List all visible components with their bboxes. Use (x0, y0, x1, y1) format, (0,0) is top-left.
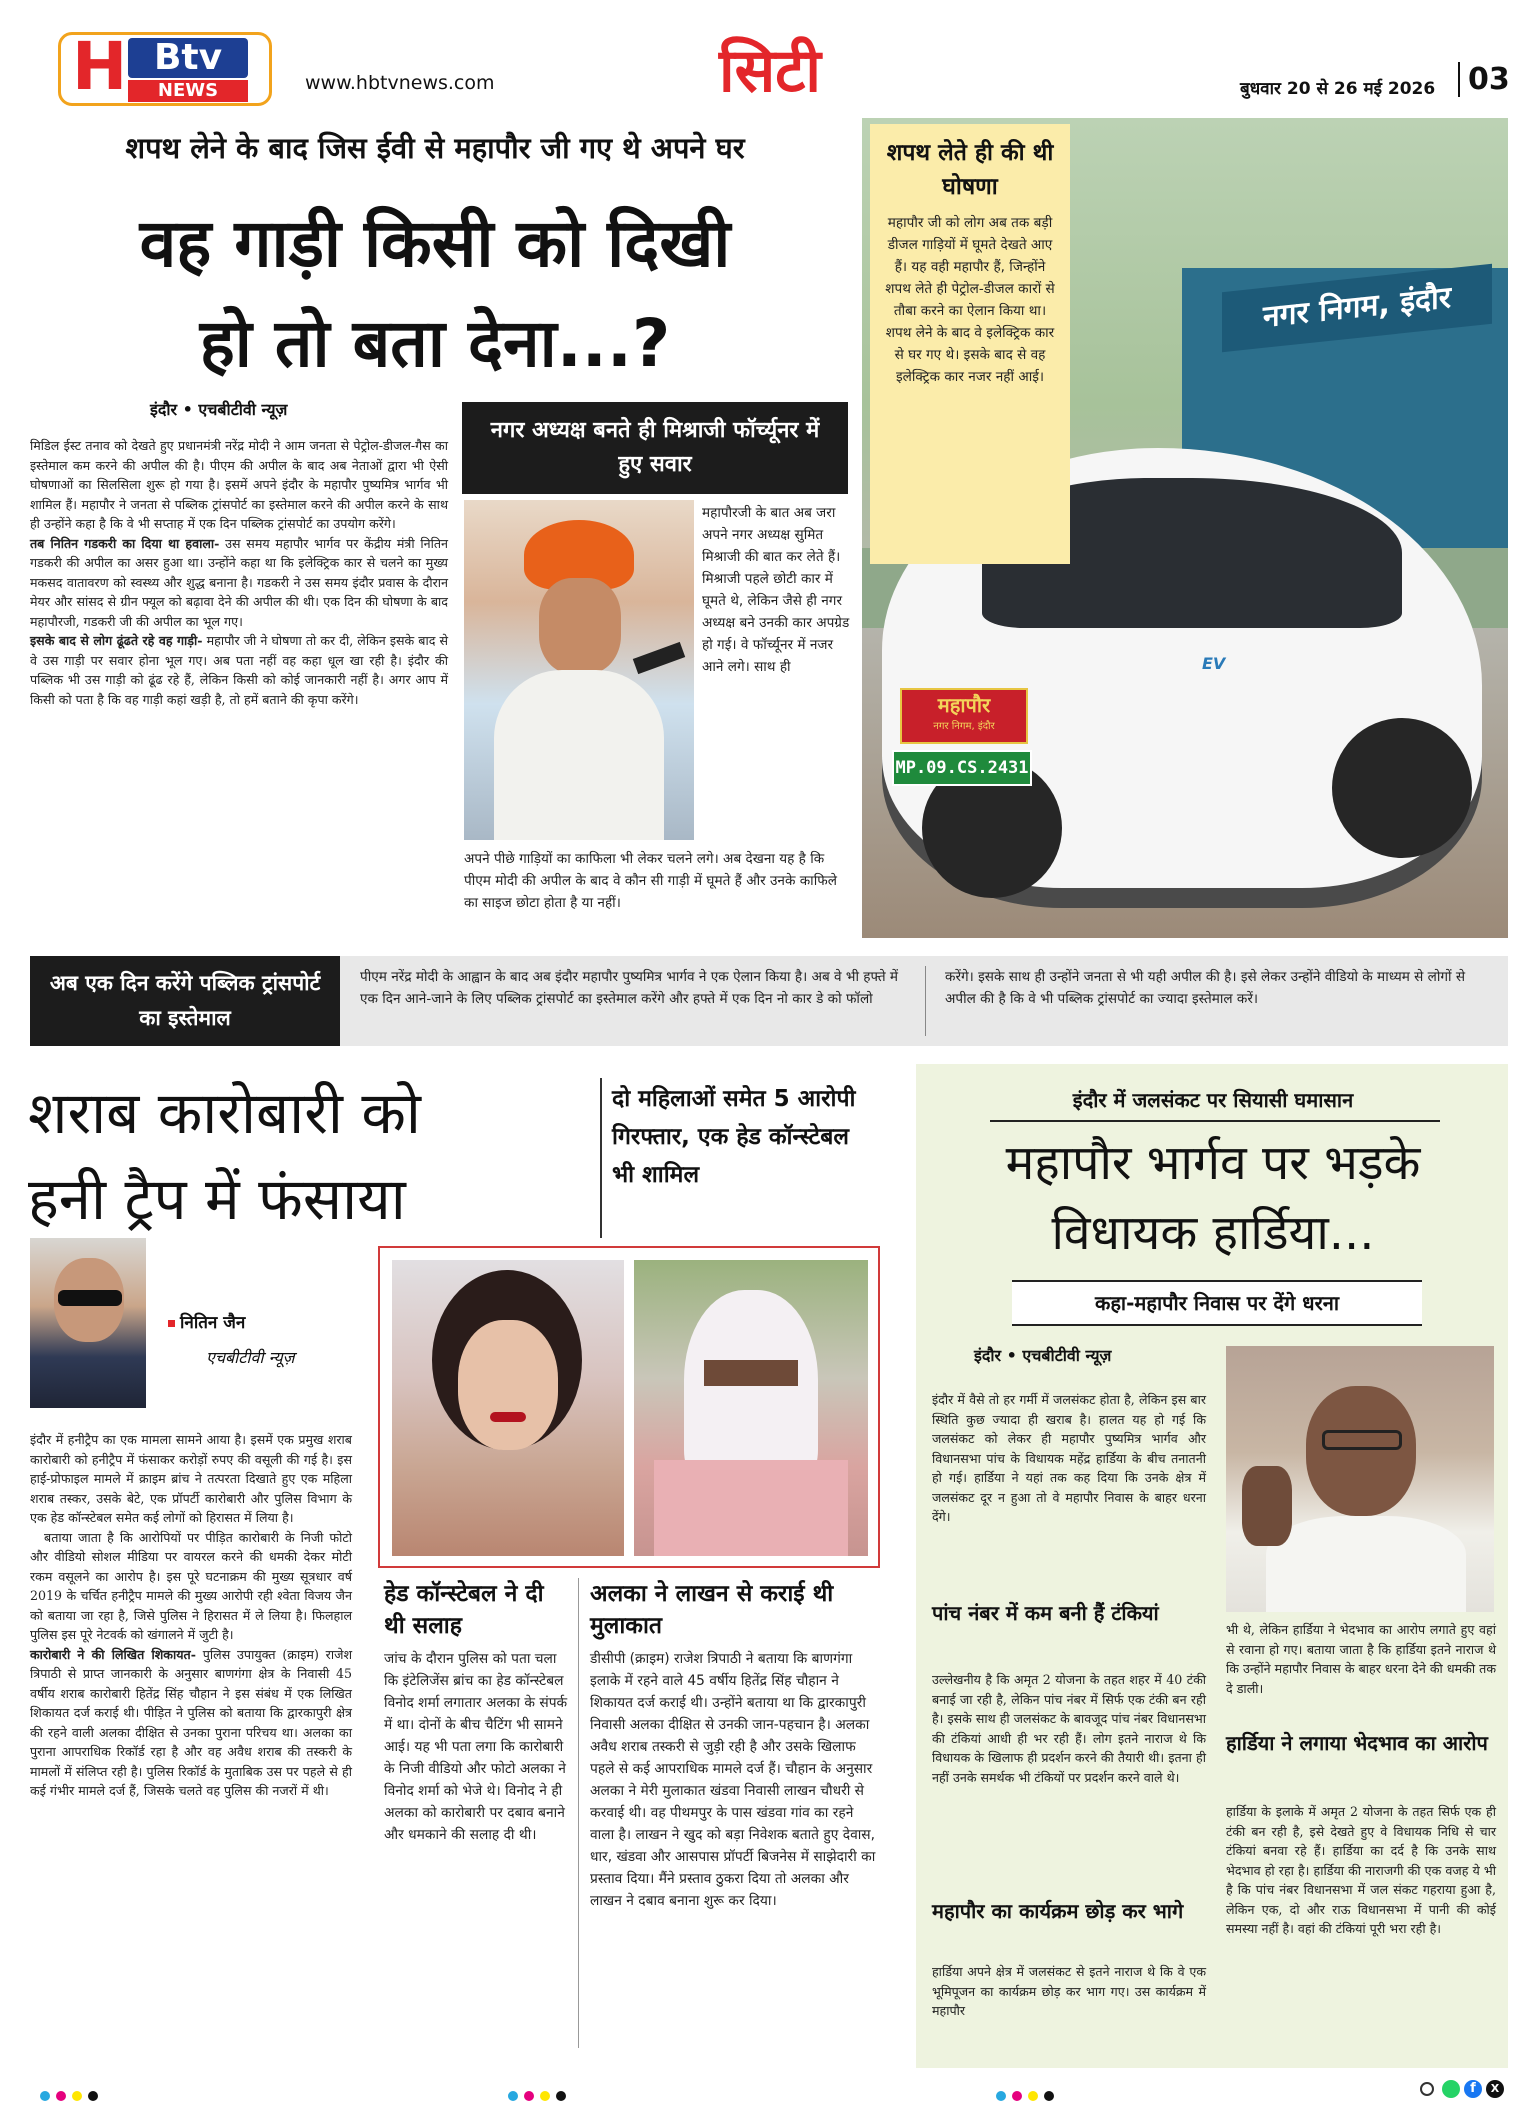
story2-headline-line2: हनी ट्रैप में फंसाया (28, 1165, 406, 1233)
story2-deck: दो महिलाओं समेत 5 आरोपी गिरफ्तार, एक हेड कॉन्स्टेबल भी शामिल (612, 1086, 856, 1188)
strip-divider (925, 966, 926, 1036)
issue-date: बुधवार 20 से 26 मई 2026 (1240, 79, 1436, 99)
story2-headline (28, 1070, 608, 1242)
section-name: सिटी (719, 36, 821, 106)
story3-kicker: इंदौर में जलसंकट पर सियासी घमासान (1072, 1088, 1354, 1112)
story1-byline: इंदौर • एचबीटीवी न्यूज़ (150, 400, 288, 419)
plate-title: महापौर (937, 693, 991, 717)
alka-text: डीसीपी (क्राइम) राजेश त्रिपाठी ने बताया कि बाणगंगा इलाके में रहने वाले 45 वर्षीय हितेंद्र सिंह चौहान ने शिकायत दर्ज कराई थी। उन्होंने बताया था कि द्वारकापुरी निवासी अलका दीक्षित से उनकी जान-पहचान है। अलका अवैध शराब तस्करी से जुड़ी रही है और उसके खिलाफ पहले से कई आपराधिक मामले दर्ज हैं। चौहान के अनुसार अलका ने मेरी मुलाकात खंडवा निवासी लाखन चौधरी से करवाई थी। वह पीथमपुर के पास खंडवा गांव का रहने वाला है। लाखन ने खुद को बड़ा निवेशक बताते हुए देवास, धार, खंडवा और आसपास प्रॉपर्टी बिजनेस में साझेदारी का प्रस्ताव दिया। मैंने प्रस्ताव ठुकरा दिया तो अलका और लाखन ने दबाव बनाना शुरू कर दिया। (590, 1651, 876, 1909)
mishra-title-box (462, 402, 848, 494)
story3-para1: इंदौर में वैसे तो हर गर्मी में जलसंकट होता है, लेकिन इस बार स्थिति कुछ ज्यादा ही खराब है। हालत यह हो गई कि जलसंकट को लेकर ही महापौर पुष्यमित्र भार्गव और विधानसभा पांच के विधायक महेंद्र हार्डिया के बीच तनातनी हो गई। हार्डिया ने यहां तक कह दिया कि उनके क्षेत्र में जलसंकट दूर न हुआ तो वे महापौर निवास के बाहर धरना देंगे। (932, 1392, 1206, 1524)
mla-photo (1226, 1346, 1494, 1612)
strip-title: अब एक दिन करेंगे पब्लिक ट्रांसपोर्ट का इस्तेमाल (49, 971, 321, 1030)
story1-sub1-label: तब नितिन गडकरी का दिया था हवाला- (30, 535, 220, 551)
story2-para1: इंदौर में हनीट्रैप का एक मामला सामने आया है। इसमें एक प्रमुख शराब कारोबारी को हनीट्रैप में फंसाकर करोड़ों रुपए की वसूली की गई है। इस हाई-प्रोफाइल मामले में क्राइम ब्रांच ने तत्परता दिखाते हुए एक महिला शराब तस्कर, उसके बेटे, एक प्रॉपर्टी कारोबारी और पुलिस विभाग के एक हेड कॉन्स्टेबल समेत कई लोगों को हिरासत में लिया है। (30, 1432, 352, 1525)
story3-sub3-title: हार्डिया ने लगाया भेदभाव का आरोप (1226, 1731, 1488, 1755)
whatsapp-icon[interactable] (1442, 2080, 1460, 2098)
car-badge: EV (1202, 654, 1226, 673)
story3-deck-box (1012, 1280, 1422, 1326)
story3-headline (930, 1128, 1496, 1268)
mishra-title: नगर अध्यक्ष बनते ही मिश्राजी फॉर्च्यूनर में हुए सवार (490, 418, 820, 477)
story1-para1: मिडिल ईस्ट तनाव को देखते हुए प्रधानमंत्री नरेंद्र मोदी ने आम जनता से पेट्रोल-डीजल-गैस का इस्तेमाल कम करने की अपील की है। पीएम की अपील के बाद अब नेताओं द्वारा भी ऐसी घोषणाओं का सिलसिला शुरू हो गया है। इसमें अपने इंदौर के महापौर पुष्यमित्र भार्गव भी शामिल हैं। महापौर ने जनता से पब्लिक ट्रांसपोर्ट का इस्तेमाल करने की अपील करने के साथ ही उन्होंने कहा है कि वे भी सप्ताह में एक दिन पब्लिक ट्रांसपोर्ट का उपयोग करेंगे। (30, 438, 448, 531)
story2-col-divider (578, 1578, 579, 2048)
footer-social-icons (1420, 2080, 1510, 2102)
story1-headline-line2: हो तो बता देना...? (199, 305, 671, 382)
accused-photo-2 (634, 1260, 868, 1556)
website-url[interactable]: www.hbtvnews.com (305, 72, 495, 94)
story1-headline-line1: वह गाड़ी किसी को दिखी (139, 205, 731, 282)
announcement-box-text: महापौर जी को लोग अब तक बड़ी डीजल गाड़ियों में घूमते देखते आए हैं। यह वही महापौर हैं, जिन्होंने शपथ लेते ही पेट्रोल-डीजल कारों से तौबा करने का ऐलान किया था। शपथ लेने के बाद वे इलेक्ट्रिक कार से घर गए थे। इसके बाद से वह इलेक्ट्रिक कार नजर नहीं आई। (885, 215, 1055, 385)
story3-byline: इंदौर • एचबीटीवी न्यूज़ (974, 1346, 1112, 1365)
story2-deck-rule (600, 1078, 602, 1238)
story1-sub2-text: महापौर जी ने घोषणा तो कर दी, लेकिन इसके बाद से वे उस गाड़ी पर सवार होना भूल गए। अब पता नहीं वह कहा धूल खा रही है। इंदौर की पब्लिक भी उस गाड़ी को ढूंढ रहे हैं, लेकिन किसी को कोई जानकारी नहीं है। अगर आप में किसी को पता है कि वह गाड़ी कहां खड़ी है, तो हमें बताने की कृपा करेंगे। (30, 633, 448, 707)
story3-headline-line1: महापौर भार्गव पर भड़के (1005, 1135, 1421, 1191)
footer-registration-dots-left (40, 2086, 104, 2105)
reporter-photo (30, 1238, 146, 1408)
story3-sub3-text: हार्डिया के इलाके में अमृत 2 योजना के तहत सिर्फ एक ही टंकी बन रही है, इसे देखते हुए वे विधायक निधि से चार टंकियां बनवा रहे हैं। हार्डिया का दर्द है कि उनके साथ भेदभाव हो रहा है। हार्डिया की नाराजगी की एक वजह ये भी है कि पांच नंबर विधानसभा में जल संकट गहराया हुआ है, लेकिन एक, दो और राऊ विधानसभा में पानी की कोई समस्या नहीं है। वहां की टंकियां पूरी भरा रही है। (1226, 1804, 1496, 1936)
story2-sub-text: पुलिस उपायुक्त (क्राइम) राजेश त्रिपाठी से प्राप्त जानकारी के अनुसार बाणगंगा क्षेत्र के निवासी 45 वर्षीय शराब कारोबारी हितेंद्र सिंह चौहान ने इस संबंध में एक लिखित शिकायत दर्ज कराई थी। पीड़ित ने पुलिस को बताया कि द्वारकापुरी क्षेत्र की रहने वाली अलका दीक्षित से उनका पुराना परिचय था। अलका का पुराना आपराधिक रिकॉर्ड रहा है और वह अवैध शराब की तस्करी के मामलों में संलिप्त रही है। पुलिस रिकॉर्ड के मुताबिक उस पर पहले से ही कई गंभीर मामले दर्ज हैं, जिसके चलते वह पुलिस की नजरों में थी। (30, 1646, 353, 1798)
strip-col2: करेंगे। इसके साथ ही उन्होंने जनता से भी यही अपील की है। इसे लेकर उन्होंने वीडियो के माध्यम से लोगों से अपील की है कि वे भी पब्लिक ट्रांसपोर्ट का ज्यादा इस्तेमाल करें। (945, 969, 1466, 1007)
story3-sub1-title: पांच नंबर में कम बनी हैं टंकियां (932, 1601, 1159, 1625)
story3-sub2-text: हार्डिया अपने क्षेत्र में जलसंकट से इतने नाराज थे कि वे एक भूमिपूजन का कार्यक्रम छोड़ कर भाग गए। उस कार्यक्रम में महापौर (932, 1964, 1206, 2018)
story3-deck: कहा-महापौर निवास पर देंगे धरना (1094, 1291, 1340, 1315)
facebook-icon[interactable]: f (1464, 2080, 1482, 2098)
story3-sub1-text: उल्लेखनीय है कि अमृत 2 योजना के तहत शहर में 40 टंकी बनाई जा रही है, लेकिन पांच नंबर में सिर्फ एक टंकी बन रही है। इसके साथ ही जलसंकट के बावजूद पांच नंबर विधानसभा की टंकियां आधी ही भर रही हैं। लोग इतने नाराज थे कि विधायक के खिलाफ ही प्रदर्शन करने की तैयारी थी। इतना ही नहीं उनके समर्थक भी टंकियों पर प्रदर्शन करने वाले थे। (932, 1672, 1206, 1785)
hc-text: जांच के दौरान पुलिस को पता चला कि इंटेलिजेंस ब्रांच का हेड कॉन्स्टेबल विनोद शर्मा लगातार अलका के संपर्क में था। दोनों के बीच चैटिंग भी सामने आई। यह भी पता लगा कि कारोबारी के निजी वीडियो और फोटो अलका ने विनोद शर्मा को भेजे थे। विनोद ने ही अलका को कारोबारी पर दबाव बनाने और धमकाने की सलाह दी थी। (384, 1651, 568, 1843)
footer-registration-dots-center (508, 2086, 572, 2105)
footer-registration-dots-right (996, 2086, 1060, 2105)
logo-news: NEWS (128, 80, 248, 102)
story3-headline-line2: विधायक हार्डिया... (1051, 1205, 1375, 1261)
hc-title: हेड कॉन्स्टेबल ने दी थी सलाह (384, 1581, 544, 1639)
logo-h: H (72, 28, 128, 105)
story3-kicker-rule (990, 1120, 1440, 1122)
x-icon[interactable]: X (1486, 2080, 1504, 2098)
story2-body (30, 1430, 352, 1801)
story1-sub2-label: इसके बाद से लोग ढूंढते रहे वह गाड़ी- (30, 633, 203, 648)
story1-headline (25, 194, 845, 394)
announcement-box-title: शपथ लेते ही की थी घोषणा (886, 140, 1054, 200)
story1-sub1-text: उस समय महापौर भार्गव पर केंद्रीय मंत्री नितिन गडकरी की अपील का असर हुआ था। उन्होंने कहा था कि इलेक्ट्रिक कार से चलने का मुख्य मकसद वातावरण को स्वस्थ्य और शुद्ध बनाना है। गडकरी ने उस समय इंदौर प्रवास के दौरान मेयर और सांसद से ग्रीन फ्यूल को बढ़ावा देने की अपील की थी। एक दिन की घोषणा के बाद महापौरजी, गडकरी जी की अपील का भूल गए। (30, 535, 448, 629)
mishra-photo (464, 500, 694, 840)
building-sign: नगर निगम, इंदौर (1222, 264, 1492, 352)
reporter-org: एचबीटीवी न्यूज़ (206, 1348, 295, 1367)
hbtv-logo[interactable] (58, 28, 278, 110)
masthead (0, 0, 1536, 112)
announcement-box (870, 124, 1070, 564)
logo-btv: Btv (128, 38, 248, 78)
reporter-marker (168, 1320, 175, 1327)
number-plate: MP.09.CS.2431 (892, 750, 1032, 786)
story3-right-text1: भी थे, लेकिन हार्डिया ने भेदभाव का आरोप लगाते हुए वहां से रवाना हो गए। बताया जाता है कि हार्डिया इतने नाराज थे कि उन्होंने महापौर निवास के बाहर धरना देने की धमकी तक दे डाली। (1226, 1622, 1496, 1696)
alka-title: अलका ने लाखन से कराई थी मुलाकात (590, 1581, 834, 1639)
page-number: 03 (1458, 62, 1506, 97)
story3-sub2-title: महापौर का कार्यक्रम छोड़ कर भागे (932, 1899, 1184, 1923)
accused-photo-1 (392, 1260, 624, 1556)
story2-headline-line1: शराब कारोबारी को (28, 1079, 421, 1147)
story1-body (30, 436, 448, 709)
mayor-nameplate (900, 688, 1028, 744)
strip-title-box (30, 956, 340, 1046)
mishra-side-text: महापौरजी के बात अब जरा अपने नगर अध्यक्ष सुमित मिश्राजी की बात कर लेते हैं। मिश्राजी पहले छोटी कार में घूमते थे, लेकिन जैसे ही नगर अध्यक्ष बने उनकी कार अपग्रेड हो गई। वे फॉर्च्यूनर में नजर आने लगे। साथ ही (702, 505, 850, 675)
mishra-bottom-text: अपने पीछे गाड़ियों का काफिला भी लेकर चलने लगे। अब देखना यह है कि पीएम मोदी की अपील के बाद वे कौन सी गाड़ी में घूमते हैं और उनके काफिले का साइज छोटा होता है या नहीं। (464, 851, 837, 911)
story1-kicker: शपथ लेने के बाद जिस ईवी से महापौर जी गए थे अपने घर (125, 131, 745, 165)
story2-para2: बताया जाता है कि आरोपियों पर पीड़ित कारोबारी के निजी फोटो और वीडियो सोशल मीडिया पर वायरल करने की धमकी देकर मोटी रकम वसूलने का आरोप है। इस पूरे घटनाक्रम की मुख्य सूत्रधार वर्ष 2019 के चर्चित हनीट्रैप मामले की मुख्य आरोपी रही श्वेता विजय जैन को बताया जा रहा है, जिसे पुलिस ने हिरासत में ले लिया है। फिलहाल पुलिस इस पूरे नेटवर्क को खंगालने में जुटी है। (30, 1529, 352, 1642)
strip-col1: पीएम नरेंद्र मोदी के आह्वान के बाद अब इंदौर महापौर पुष्यमित्र भार्गव ने एक ऐलान किया है। अब वे भी हफ्ते में एक दिन आने-जाने के लिए पब्लिक ट्रांसपोर्ट का इस्तेमाल करेंगे और हफ्ते में एक दिन नो कार डे को फॉलो (360, 969, 899, 1007)
plate-sub: नगर निगम, इंदौर (933, 721, 995, 732)
story2-sub-label: कारोबारी ने की लिखित शिकायत- (30, 1646, 196, 1662)
search-icon[interactable] (1420, 2082, 1434, 2096)
reporter-name: नितिन जैन (180, 1313, 246, 1333)
